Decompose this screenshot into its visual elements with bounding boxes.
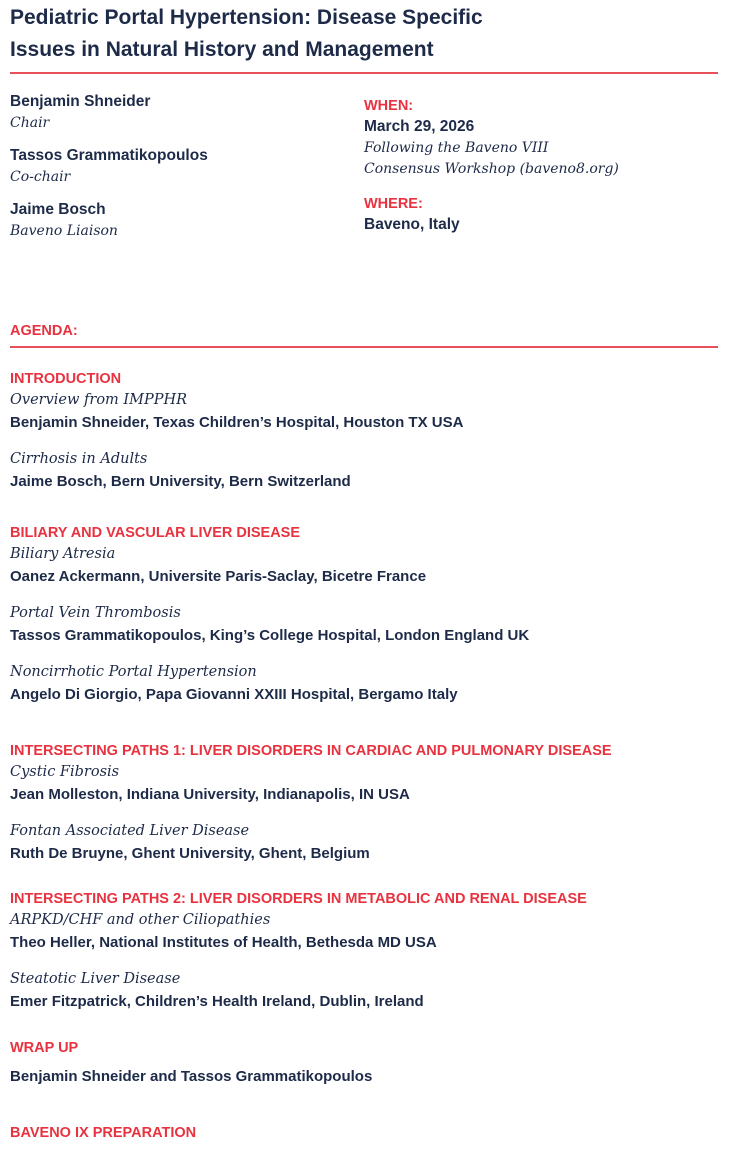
organizer-chair (10, 91, 340, 133)
agenda-talk (10, 662, 730, 707)
organizer-liaison (10, 199, 340, 241)
organizer-cochair (10, 145, 340, 187)
agenda-section-intersecting-paths-2 (10, 888, 730, 1028)
organizer-name: Benjamin Shneider (10, 93, 151, 110)
talk-speaker: Jean Molleston, Indiana University, Indianapolis, IN USA (10, 786, 410, 803)
agenda-section-biliary-vascular (10, 522, 730, 721)
where-label: WHERE: (364, 196, 423, 212)
event-location: Baveno, Italy (364, 216, 460, 233)
agenda-divider (10, 346, 718, 348)
talk-speaker: Emer Fitzpatrick, Children’s Health Ireland, Dublin, Ireland (10, 993, 424, 1010)
talk-speaker: Angelo Di Giorgio, Papa Giovanni XXIII Hospital, Bergamo Italy (10, 686, 458, 703)
talk-title: Overview from IMPPHR (10, 392, 188, 408)
organizer-role: Baveno Liaison (10, 223, 118, 239)
talk-title: Biliary Atresia (10, 546, 116, 562)
talk-speaker: Benjamin Shneider, Texas Children’s Hospital, Houston TX USA (10, 414, 464, 431)
section-title: INTERSECTING PATHS 2: LIVER DISORDERS IN METABOLIC AND RENAL DISEASE (10, 891, 587, 907)
talk-title: Cirrhosis in Adults (10, 451, 148, 467)
talk-speaker: Ruth De Bruyne, Ghent University, Ghent, Belgium (10, 845, 370, 862)
talk-speaker: Benjamin Shneider and Tassos Grammatikopoulos (10, 1068, 373, 1085)
talk-title: ARPKD/CHF and other Ciliopathies (10, 912, 271, 928)
section-title: INTERSECTING PATHS 1: LIVER DISORDERS IN CARDIAC AND PULMONARY DISEASE (10, 743, 612, 759)
agenda-talk (10, 762, 730, 807)
section-title: BILIARY AND VASCULAR LIVER DISEASE (10, 525, 301, 541)
section-title: BAVENO IX PREPARATION (10, 1125, 197, 1141)
organizer-role: Co-chair (10, 169, 71, 185)
talk-speaker: Oanez Ackermann, Universite Paris-Saclay, Bicetre France (10, 568, 427, 585)
talk-speaker: Theo Heller, National Institutes of Health, Bethesda MD USA (10, 934, 437, 951)
title-line-2: Issues in Natural History and Management (10, 38, 434, 61)
agenda-talk (10, 449, 730, 494)
agenda-section-intersecting-paths-1 (10, 740, 730, 880)
agenda-section-introduction (10, 368, 730, 508)
agenda-talk (10, 969, 730, 1014)
page-title (10, 2, 710, 66)
title-divider (10, 72, 718, 74)
when-label: WHEN: (364, 98, 414, 114)
agenda-label: AGENDA: (10, 323, 78, 339)
event-info (364, 96, 734, 236)
agenda-section-wrap-up (10, 1037, 730, 1089)
talk-title: Steatotic Liver Disease (10, 971, 181, 987)
talk-speaker: Tassos Grammatikopoulos, King’s College Hospital, London England UK (10, 627, 530, 644)
date-note-line-1: Following the Baveno VIII (364, 140, 549, 156)
section-title: INTRODUCTION (10, 371, 122, 387)
agenda-talk (10, 910, 730, 955)
talk-speaker: Jaime Bosch, Bern University, Bern Switzerland (10, 473, 351, 490)
section-title: WRAP UP (10, 1040, 79, 1056)
talk-title: Portal Vein Thrombosis (10, 605, 181, 621)
talk-title: Noncirrhotic Portal Hypertension (10, 664, 257, 680)
title-line-1: Pediatric Portal Hypertension: Disease Specific (10, 6, 483, 29)
organizer-role: Chair (10, 115, 50, 131)
agenda-talk (10, 544, 730, 589)
organizers (10, 91, 340, 253)
agenda-talk (10, 821, 730, 866)
date-note-line-2: Consensus Workshop (baveno8.org) (364, 161, 619, 177)
organizer-name: Tassos Grammatikopoulos (10, 147, 208, 164)
agenda-talk (10, 390, 730, 435)
event-date: March 29, 2026 (364, 118, 475, 135)
organizer-name: Jaime Bosch (10, 201, 106, 218)
agenda-talk (10, 603, 730, 648)
agenda-section-baveno-ix (10, 1122, 730, 1144)
talk-title: Cystic Fibrosis (10, 764, 120, 780)
talk-title: Fontan Associated Liver Disease (10, 823, 250, 839)
